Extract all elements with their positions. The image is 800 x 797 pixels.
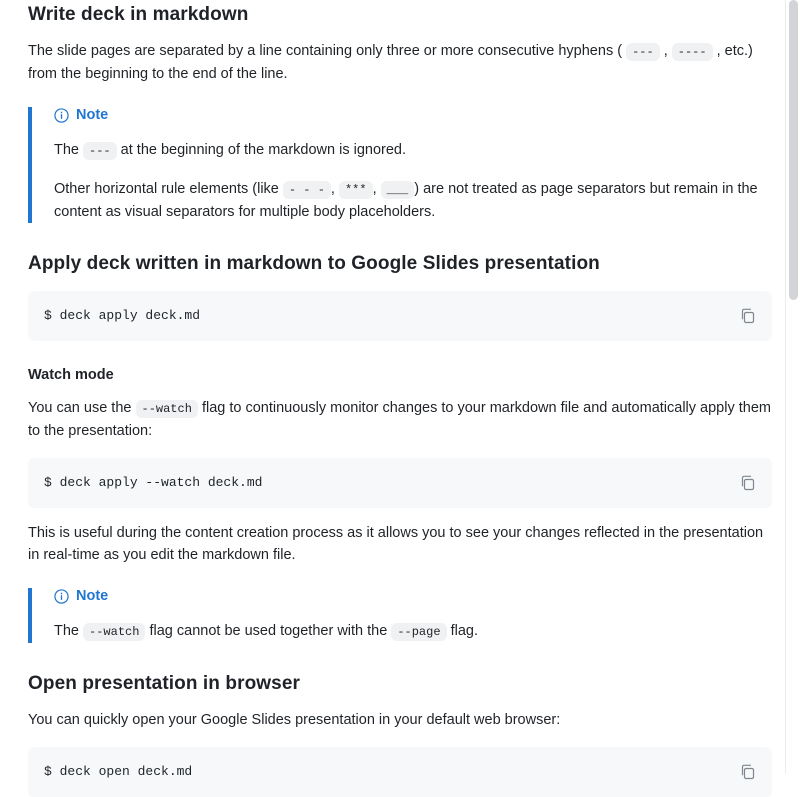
code-block-open — [28, 747, 772, 797]
useful-paragraph: This is useful during the content creation process as it allows you to see your changes reflected in the presentation in real-time as you edit the markdown file. — [28, 525, 764, 563]
inline-code-page-flag: --page — [391, 623, 446, 641]
scrollbar-track[interactable] — [785, 0, 800, 774]
watch-text-a: You can use the — [28, 400, 132, 416]
note1-sep-2: , — [372, 181, 377, 197]
note2-text-c: flag. — [450, 623, 478, 639]
scrollbar-thumb[interactable] — [789, 0, 798, 300]
inline-code-underscores: ___ — [381, 181, 415, 199]
note1-text-c: Other horizontal rule elements (like — [54, 181, 279, 197]
heading-open-presentation: Open presentation in browser — [28, 673, 301, 694]
intro-text-b: , etc.) from the beginning to the end of the line. — [28, 43, 753, 82]
inline-code-asterisks: *** — [339, 181, 373, 199]
code-command: $ deck open deck.md — [44, 764, 193, 779]
heading-watch-mode: Watch mode — [28, 367, 114, 383]
note2-text-a: The — [54, 623, 79, 639]
code-command: $ deck apply deck.md — [44, 308, 201, 323]
watch-paragraph — [28, 397, 772, 442]
intro-text-mid: , — [659, 43, 672, 59]
note-header — [54, 107, 772, 123]
note1-sep-1: , — [330, 181, 335, 197]
note-line-1 — [54, 139, 772, 162]
code-command: $ deck apply --watch deck.md — [44, 475, 263, 490]
inline-code-spaced-hyphens: - - - — [283, 181, 331, 199]
inline-code-hyphens3b: --- — [83, 142, 117, 160]
note-line-2 — [54, 178, 772, 223]
note2-text-b: flag cannot be used together with the — [149, 623, 388, 639]
inline-code-watch-flag: --watch — [136, 400, 198, 418]
code-block-apply-watch — [28, 458, 772, 508]
copy-icon[interactable] — [738, 306, 758, 326]
open-browser-paragraph: You can quickly open your Google Slides presentation in your default web browser: — [28, 712, 561, 728]
info-icon — [54, 589, 69, 604]
note-header — [54, 588, 772, 604]
note-label: Note — [76, 107, 109, 123]
page-title: Write deck in markdown — [28, 4, 249, 25]
note-callout-watch — [28, 588, 772, 643]
code-block-apply — [28, 291, 772, 341]
info-icon — [54, 108, 69, 123]
note1-text-b: at the beginning of the markdown is ignored. — [120, 142, 407, 158]
inline-code-hyphens4: ---- — [672, 43, 713, 61]
intro-text-a: The slide pages are separated by a line containing only three or more consecutive hyphens ( — [28, 43, 627, 59]
note-callout-markdown — [28, 107, 772, 223]
note-line-1 — [54, 620, 772, 643]
inline-code-watch-flag: --watch — [83, 623, 145, 641]
intro-paragraph — [28, 40, 772, 85]
note-label: Note — [76, 588, 109, 604]
watch-text-b: flag to continuously monitor changes to your markdown file and automatically apply them to the presentation: — [28, 400, 771, 439]
copy-icon[interactable] — [738, 762, 758, 782]
note1-text-a: The — [54, 142, 79, 158]
inline-code-hyphens3: --- — [626, 43, 660, 61]
heading-apply-deck: Apply deck written in markdown to Google Slides presentation — [28, 253, 600, 274]
note1-text-d: ) are not treated as page separators but remain in the content as visual separators for multiple body placeholders. — [54, 181, 758, 220]
copy-icon[interactable] — [738, 473, 758, 493]
